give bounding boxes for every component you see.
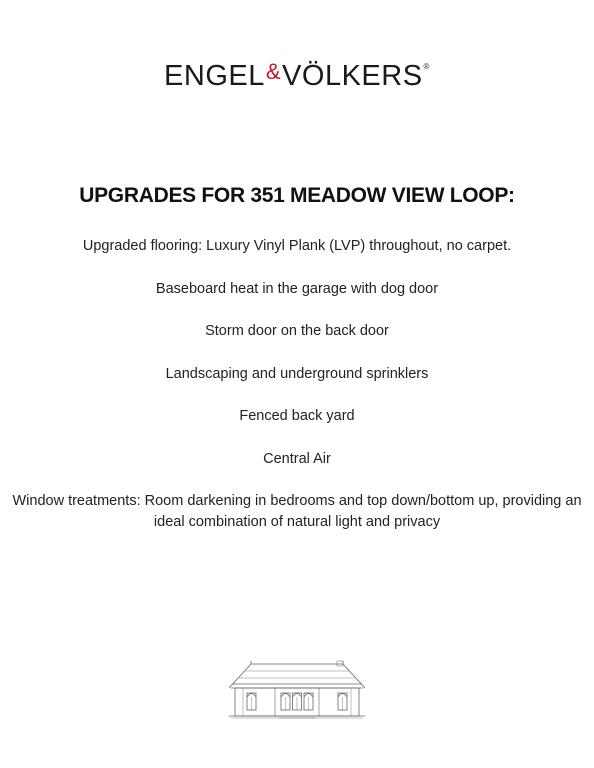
list-item: Window treatments: Room darkening in bedrooms and top down/bottom up, providing an ideal combination of natural light and privacy (12, 493, 582, 530)
upgrades-list (0, 236, 594, 555)
page-title: UPGRADES FOR 351 MEADOW VIEW LOOP: (79, 184, 515, 207)
logo-ampersand: & (265, 59, 282, 84)
list-item: Baseboard heat in the garage with dog door (155, 280, 439, 297)
list-item: Upgraded flooring: Luxury Vinyl Plank (LVP) throughout, no carpet. (82, 238, 512, 254)
logo-text-engel: ENGEL (164, 60, 265, 92)
list-item: Landscaping and underground sprinklers (165, 365, 429, 382)
list-item: Fenced back yard (239, 408, 355, 424)
brand-logo (0, 58, 594, 101)
house-illustration-icon (229, 660, 365, 720)
list-item: Central Air (263, 450, 331, 467)
registered-mark: ® (423, 62, 430, 71)
logo-text-volkers: VÖLKERS (282, 60, 423, 92)
list-item: Storm door on the back door (205, 323, 389, 339)
